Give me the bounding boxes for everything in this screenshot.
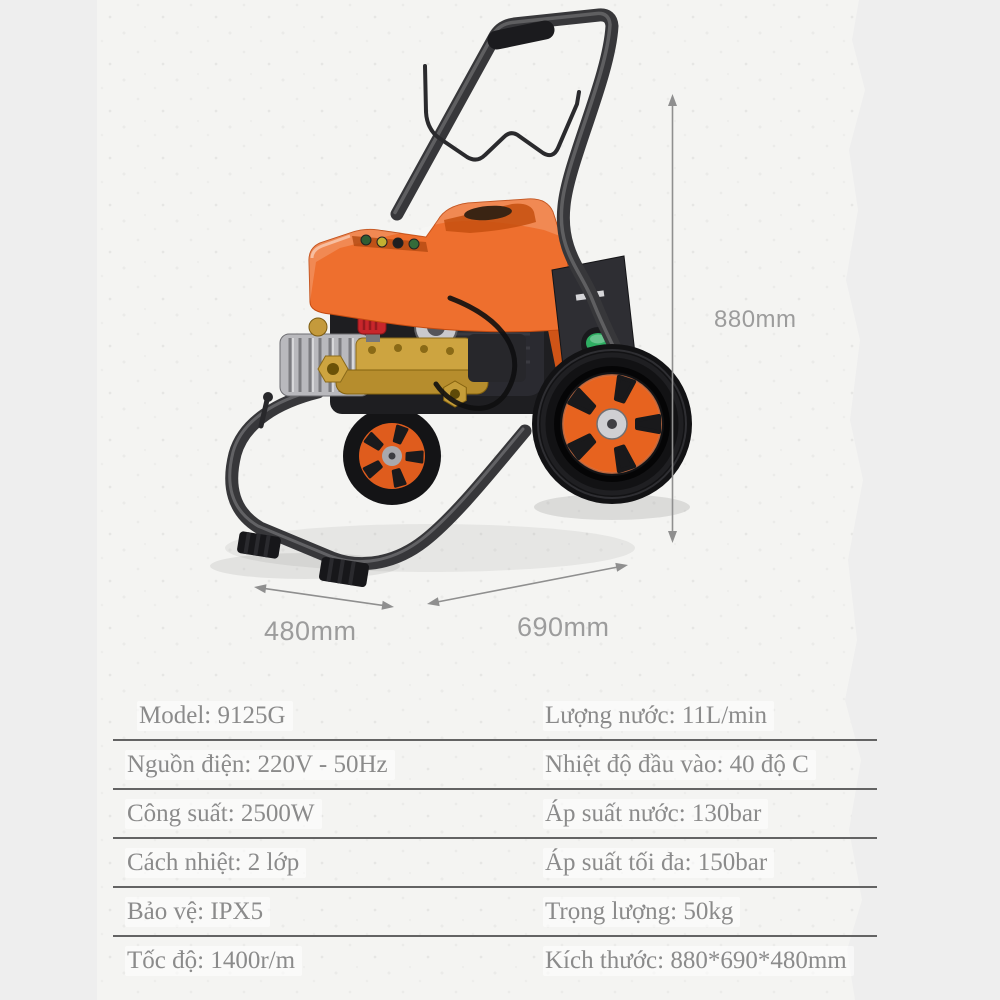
- spec-row-speed: [113, 937, 877, 984]
- height-dimension-label: 880mm: [714, 306, 797, 333]
- spec-water-pressure: Áp suất nước: 130bar: [543, 799, 768, 829]
- spec-row-protection: [113, 888, 877, 937]
- wheel-hub: [563, 375, 661, 473]
- spec-model: Model: 9125G: [137, 701, 293, 731]
- spec-weight: Trọng lượng: 50kg: [543, 897, 740, 927]
- pump-bracket: [468, 334, 526, 382]
- spec-row-model: [113, 692, 877, 741]
- spec-table: [113, 692, 877, 984]
- spec-power-source: Nguồn điện: 220V - 50Hz: [125, 750, 395, 780]
- spec-protection: Bảo vệ: IPX5: [125, 897, 270, 927]
- spec-water-flow: Lượng nước: 11L/min: [543, 701, 774, 731]
- spec-inlet-temperature: Nhiệt độ đầu vào: 40 độ C: [543, 750, 816, 780]
- spec-speed: Tốc độ: 1400r/m: [125, 946, 302, 976]
- spec-max-pressure: Áp suất tối đa: 150bar: [543, 848, 774, 878]
- width-dimension-label: 480mm: [264, 616, 357, 646]
- filler-cap: [309, 318, 327, 336]
- front-wheel: [343, 407, 441, 505]
- spec-insulation: Cách nhiệt: 2 lớp: [125, 848, 306, 878]
- spec-wattage: Công suất: 2500W: [125, 799, 322, 829]
- spec-row-insulation: [113, 839, 877, 888]
- dimension-width-arrow: [254, 584, 394, 610]
- spec-row-power-source: [113, 741, 877, 790]
- rear-wheel: [532, 344, 692, 504]
- spec-size: Kích thước: 880*690*480mm: [543, 946, 854, 976]
- handle-grip: [497, 30, 545, 40]
- depth-dimension-label: 690mm: [517, 612, 610, 642]
- spec-row-wattage: [113, 790, 877, 839]
